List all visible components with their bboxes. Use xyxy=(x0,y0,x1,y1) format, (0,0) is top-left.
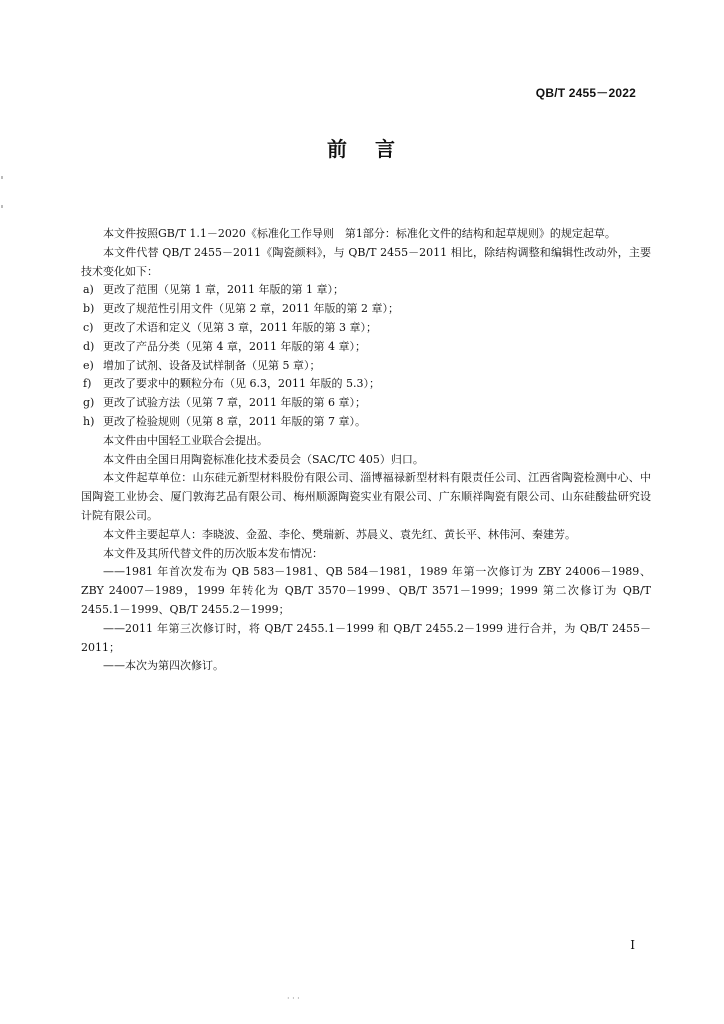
list-marker: d) xyxy=(83,339,95,353)
paragraph-drafting-units: 本文件起草单位：山东硅元新型材料股份有限公司、淄博福禄新型材料有限责任公司、江西省陶瓷检测中心、中国陶瓷工业协会、厦门敦海艺品有限公司、梅州顺源陶瓷实业有限公司、广东顺祥陶瓷有限公司、山东硅酸盐研究设计院有限公司。 xyxy=(81,471,651,522)
foreword-body xyxy=(81,225,651,676)
history-list xyxy=(81,563,651,676)
changes-list xyxy=(81,281,651,431)
list-item xyxy=(81,281,651,300)
list-marker: c) xyxy=(83,320,94,334)
list-item-text: 更改了试验方法（见第 7 章，2011 年版的第 6 章）； xyxy=(103,396,366,410)
page-title xyxy=(0,133,724,162)
scan-edge-mark xyxy=(1,205,3,208)
list-item-text: 更改了范围（见第 1 章，2011 年版的第 1 章）； xyxy=(103,283,344,297)
list-item xyxy=(81,413,651,432)
list-marker: e) xyxy=(83,358,94,372)
paragraph-replaces: 本文件代替 QB/T 2455－2011《陶瓷颜料》，与 QB/T 2455－2011 相比，除结构调整和编辑性改动外，主要技术变化如下： xyxy=(81,245,651,278)
list-item xyxy=(81,300,651,319)
footer-dots: · · · xyxy=(287,994,300,1003)
paragraph-history-intro: 本文件及其所代替文件的历次版本发布情况： xyxy=(103,546,323,560)
list-marker: a) xyxy=(83,283,94,297)
list-item xyxy=(81,394,651,413)
paragraph-drafters: 本文件主要起草人：李晓波、金盈、李伦、樊瑞新、苏晨义、袁先红、黄长平、林伟河、秦建芳。 xyxy=(103,527,576,541)
paragraph-proposed-by: 本文件由中国轻工业联合会提出。 xyxy=(103,433,268,447)
page-number: I xyxy=(630,938,635,952)
scan-edge-mark xyxy=(1,176,3,179)
list-item-text: 更改了要求中的颗粒分布（见 6.3，2011 年版的 5.3）； xyxy=(103,377,380,391)
list-marker: f) xyxy=(83,377,92,391)
list-marker: b) xyxy=(83,302,95,316)
list-item-text: 更改了术语和定义（见第 3 章，2011 年版的第 3 章）； xyxy=(103,320,377,334)
list-marker: g) xyxy=(83,396,95,410)
list-item-text: 更改了规范性引用文件（见第 2 章，2011 年版的第 2 章）； xyxy=(103,302,399,316)
list-marker: h) xyxy=(83,414,95,428)
list-item xyxy=(81,319,651,338)
history-item: ——2011 年第三次修订时，将 QB/T 2455.1－1999 和 QB/T 2455.2－1999 进行合并，为 QB/T 2455－2011； xyxy=(81,621,651,654)
list-item xyxy=(81,357,651,376)
history-item: ——本次为第四次修订。 xyxy=(103,659,224,673)
paragraph-drafting-rule: 本文件按照GB/T 1.1－2020《标准化工作导则 第1部分：标准化文件的结构和起草规则》的规定起草。 xyxy=(103,227,616,240)
list-item xyxy=(81,375,651,394)
title-char-2: 言 xyxy=(375,137,397,161)
paragraph-managed-by: 本文件由全国日用陶瓷标准化技术委员会（SAC/TC 405）归口。 xyxy=(103,452,424,466)
document-code: QB/T 2455－2022 xyxy=(535,86,636,100)
history-item: ——1981 年首次发布为 QB 583－1981、QB 584－1981，1989 年第一次修订为 ZBY 24006－1989、ZBY 24007－1989，1999 年转化为 QB/T 3570－1999、QB/T 3571－1999；1999 第二次修订为 QB/T 2455.1－1999、QB/T 2455.2－1999； xyxy=(81,565,651,616)
title-char-1: 前 xyxy=(327,137,349,161)
list-item-text: 增加了试剂、设备及试样制备（见第 5 章）； xyxy=(103,358,321,372)
list-item-text: 更改了产品分类（见第 4 章，2011 年版的第 4 章）； xyxy=(103,339,366,353)
list-item-text: 更改了检验规则（见第 8 章，2011 年版的第 7 章）。 xyxy=(103,414,366,428)
list-item xyxy=(81,338,651,357)
